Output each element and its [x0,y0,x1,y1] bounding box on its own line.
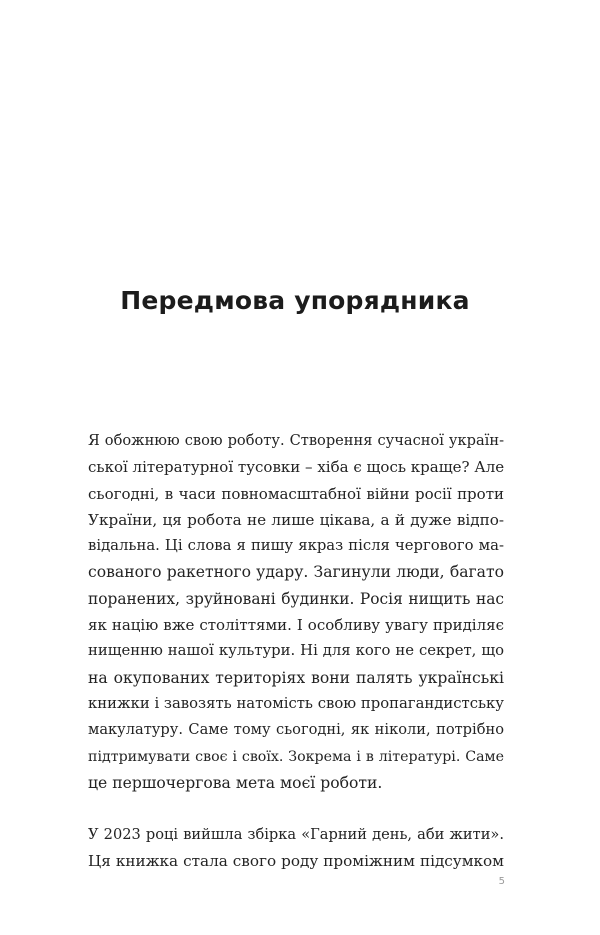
text-line: це першочергова мета моєї роботи. [88,773,383,792]
paragraph-2 [88,822,504,875]
text-line: У 2023 році вийшла збірка «Гарний день, аби жити». [88,826,504,844]
text-line: сьогодні, в часи повномасштабної війни росії проти [88,484,504,503]
body-text [88,428,504,875]
text-line: України, ця робота не лише цікава, а й дуже відпо- [88,510,504,529]
text-line: відальна. Ці слова я пишу якраз після чергового ма- [88,537,504,555]
text-line: як націю вже століттями. І особливу увагу приділяє [88,616,504,635]
text-line: Я обожнюю свою роботу. Створення сучасної україн- [88,432,504,449]
text-line: на окупованих територіях вони палять українські [88,668,504,687]
text-line: макулатуру. Саме тому сьогодні, як ніколи, потрібно [88,721,504,739]
text-line: нищенню нашої культури. Ні для кого не секрет, що [88,642,504,660]
paragraph-spacer [88,796,504,822]
text-line: підтримувати своє і своїх. Зокрема і в літературі. Саме [88,748,504,765]
text-line: книжки і завозять натомість свою пропагандистську [88,694,504,712]
text-line: ської літературної тусовки – хіба є щось краще? Але [88,458,504,477]
page-title: Передмова упорядника [120,286,470,315]
text-line: сованого ракетного удару. Загинули люди, багато [88,563,504,582]
paragraph-1 [88,428,504,796]
text-line: поранених, зруйновані будинки. Росія нищить нас [88,589,504,608]
page-number: 5 [498,876,505,887]
text-line: Ця книжка стала свого роду проміжним підсумком [88,852,504,871]
